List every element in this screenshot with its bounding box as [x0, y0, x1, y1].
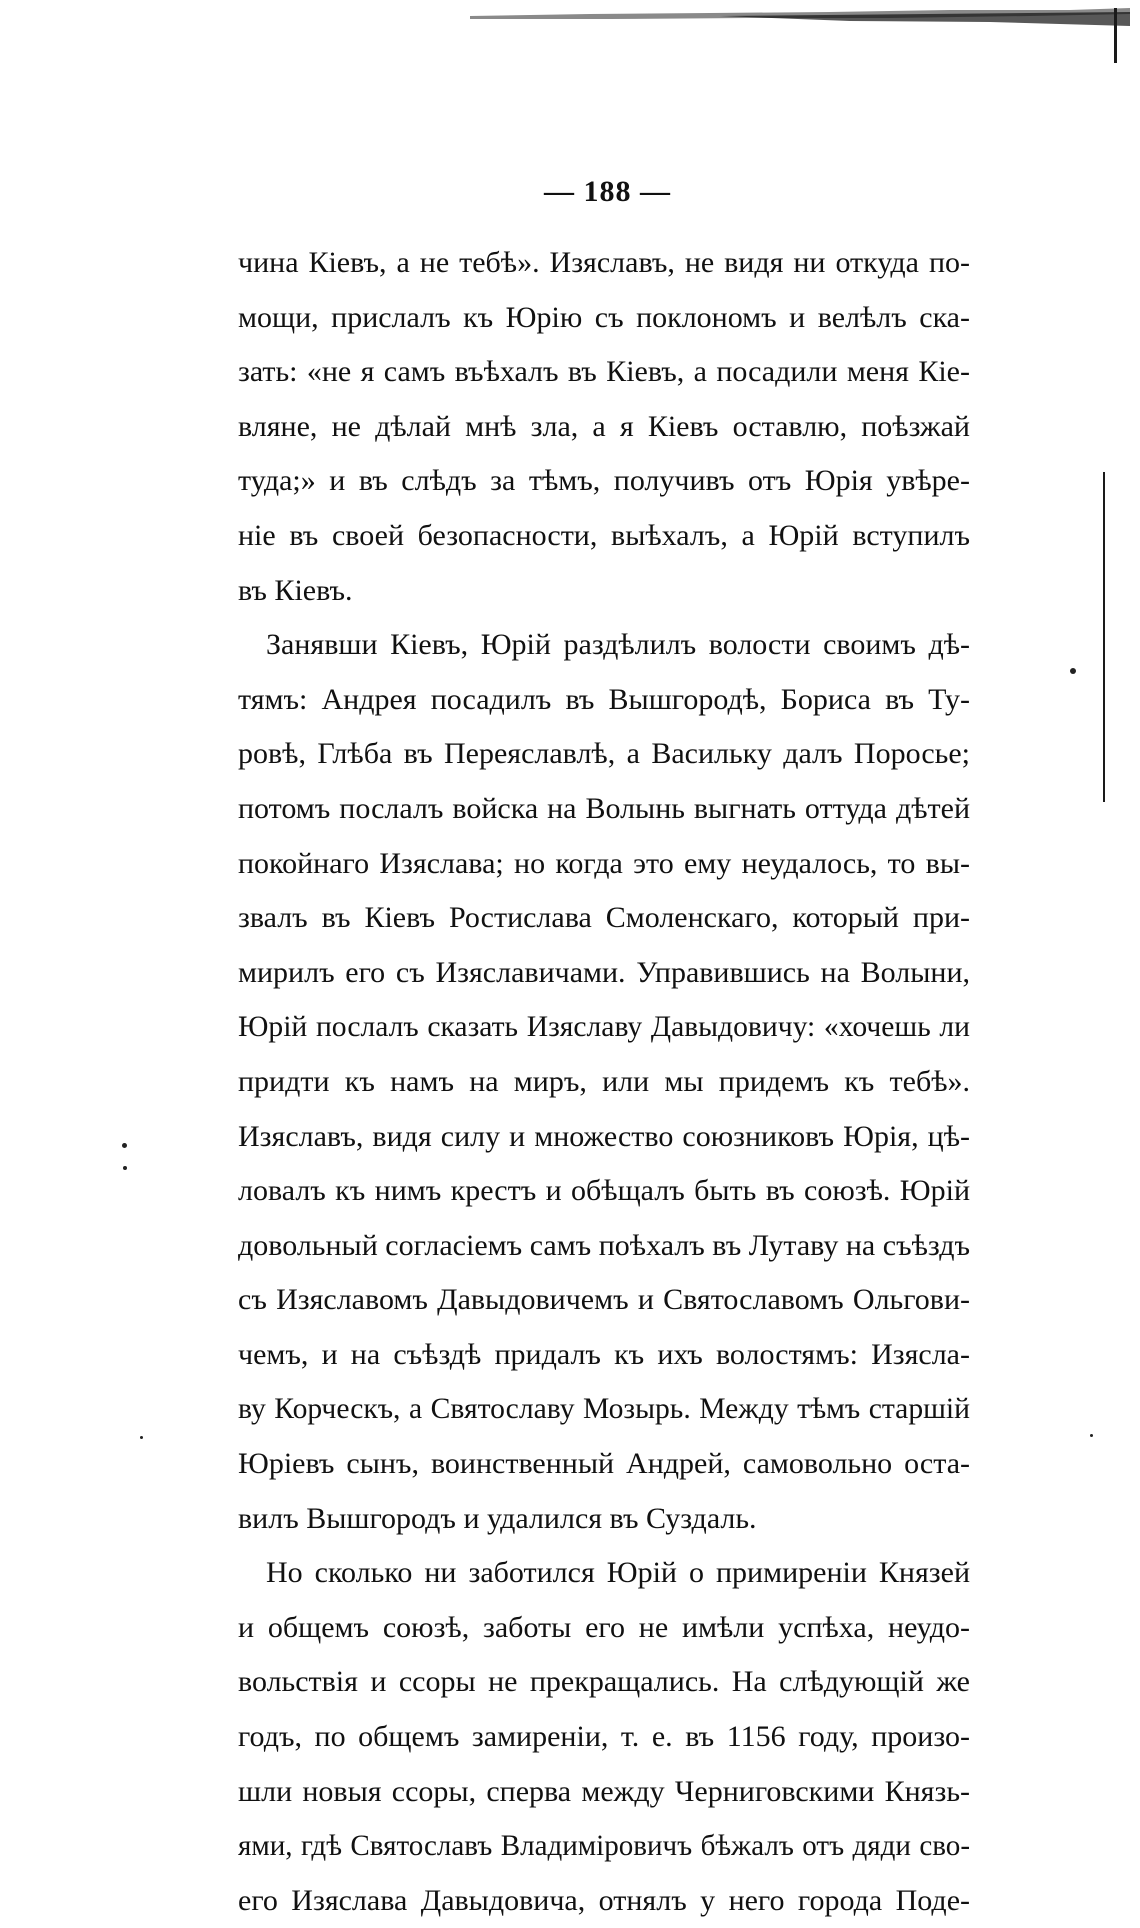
text-line: вляне, не дѣлай мнѣ зла, а я Кіевъ оставлю, поѣзжай — [238, 409, 970, 443]
text-line: вилъ Вышгородъ и удалился въ Суздаль. — [238, 1501, 757, 1535]
text-line: ву Корческъ, а Святославу Мозырь. Между тѣмъ старшій — [238, 1393, 970, 1426]
text-line: чина Кіевъ, а не тебѣ». Изяславъ, не видя ни откуда по- — [238, 246, 970, 279]
text-line: мощи, прислалъ къ Юрію съ поклономъ и велѣлъ ска- — [238, 300, 970, 334]
ink-speck — [123, 1166, 127, 1170]
text-line: и общемъ союзѣ, заботы его не имѣли успѣха, неудо- — [238, 1610, 970, 1644]
ink-speck — [140, 1436, 143, 1439]
text-line: его Изяслава Давыдовича, отнялъ у него города Поде- — [238, 1883, 970, 1917]
text-line: годъ, по общемъ замиреніи, т. е. въ 1156 году, произо- — [238, 1720, 970, 1754]
text-line: довольный согласіемъ самъ поѣхалъ въ Лутаву на съѣздъ — [238, 1228, 970, 1262]
text-line: шли новыя ссоры, сперва между Черниговскими Князь- — [238, 1774, 970, 1808]
text-line: туда;» и въ слѣдъ за тѣмъ, получивъ отъ Юрія увѣре- — [238, 464, 970, 498]
text-line: Занявши Кіевъ, Юрій раздѣлилъ волости своимъ дѣ- — [266, 628, 970, 662]
ink-speck — [1070, 668, 1076, 674]
text-line: ями, гдѣ Святославъ Владиміровичъ бѣжалъ отъ дяди сво- — [238, 1830, 970, 1863]
text-line: Юрій послалъ сказать Изяславу Давыдовичу: «хочешь ли — [238, 1011, 970, 1044]
ink-speck — [1090, 1434, 1093, 1437]
text-line: придти къ намъ на миръ, или мы придемъ къ тебѣ». — [238, 1064, 970, 1098]
text-line: зать: «не я самъ въѣхалъ въ Кіевъ, а посадили меня Кіе- — [238, 355, 970, 389]
text-line: ловалъ къ нимъ крестъ и обѣщалъ быть въ союзѣ. Юрій — [238, 1174, 970, 1208]
text-line: ніе въ своей безопасности, выѣхалъ, а Юрій вступилъ — [238, 518, 970, 552]
text-line: Изяславъ, видя силу и множество союзниковъ Юрія, цѣ- — [238, 1119, 970, 1153]
text-line: потомъ послалъ войска на Волынь выгнать оттуда дѣтей — [238, 791, 970, 825]
text-line: Но сколько ни заботился Юрій о примиреніи Князей — [266, 1556, 970, 1590]
text-line: ровѣ, Глѣба въ Переяславлѣ, а Васильку далъ Поросье; — [238, 737, 970, 771]
ink-speck — [122, 1143, 127, 1148]
scan-edge-smudge — [470, 4, 1130, 26]
text-line: съ Изяславомъ Давыдовичемъ и Святославомъ Ольгови- — [238, 1283, 970, 1317]
scan-edge-line — [1114, 8, 1117, 63]
text-line: вольствія и ссоры не прекращались. На слѣдующій же — [238, 1665, 970, 1699]
text-line: звалъ въ Кіевъ Ростислава Смоленскаго, который при- — [238, 901, 970, 935]
text-line: въ Кіевъ. — [238, 573, 353, 607]
text-line: Юріевъ сынъ, воинственный Андрей, самовольно оста- — [238, 1447, 970, 1481]
text-line: чемъ, и на съѣздѣ придалъ къ ихъ волостямъ: Изясла- — [238, 1337, 970, 1371]
text-line: покойнаго Изяслава; но когда это ему неудалось, то вы- — [238, 846, 970, 880]
page-number: — 188 — — [544, 175, 671, 208]
text-line: мирилъ его съ Изяславичами. Управившись на Волыни, — [238, 955, 970, 989]
body-text — [238, 236, 970, 1928]
scan-edge-line — [1103, 472, 1105, 802]
text-line: тямъ: Андрея посадилъ въ Вышгородѣ, Бориса въ Ту- — [238, 682, 970, 716]
